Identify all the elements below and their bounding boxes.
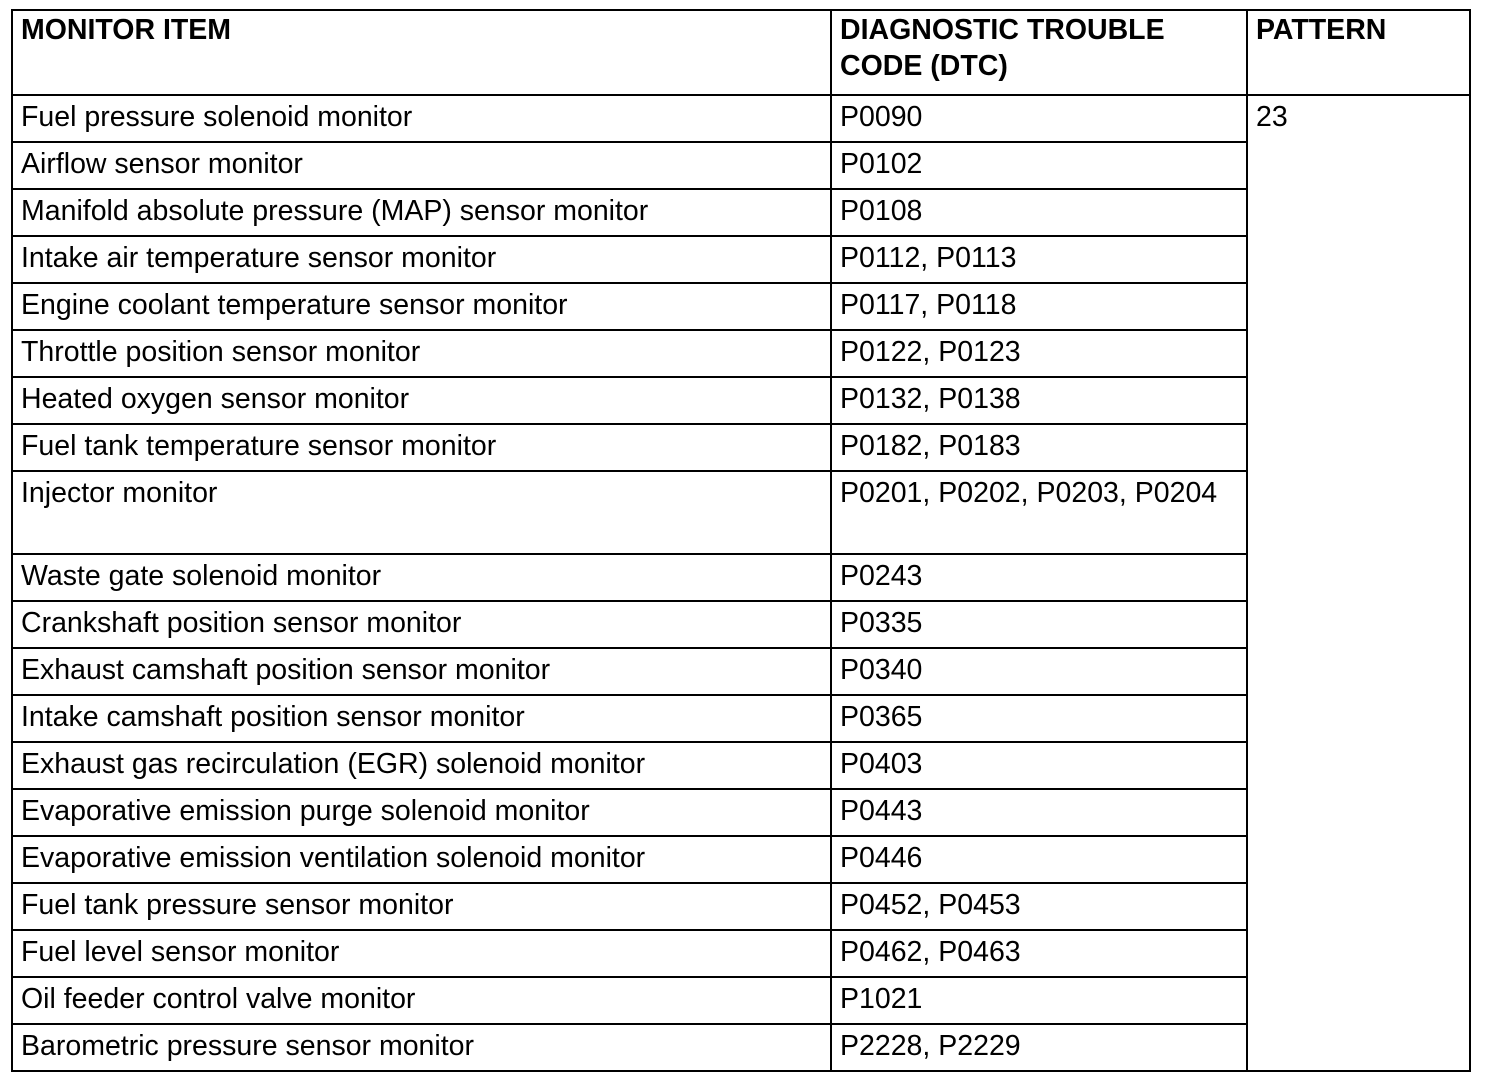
header-pattern: PATTERN: [1247, 10, 1470, 95]
pattern-cell: 23: [1247, 95, 1470, 1071]
dtc-cell: P0446: [831, 836, 1247, 883]
monitor-item-cell: Heated oxygen sensor monitor: [12, 377, 831, 424]
dtc-cell: P0201, P0202, P0203, P0204: [831, 471, 1247, 554]
monitor-item-cell: Intake camshaft position sensor monitor: [12, 695, 831, 742]
dtc-cell: P0117, P0118: [831, 283, 1247, 330]
dtc-cell: P0112, P0113: [831, 236, 1247, 283]
dtc-cell: P0452, P0453: [831, 883, 1247, 930]
monitor-item-cell: Exhaust camshaft position sensor monitor: [12, 648, 831, 695]
monitor-item-cell: Manifold absolute pressure (MAP) sensor monitor: [12, 189, 831, 236]
monitor-item-cell: Airflow sensor monitor: [12, 142, 831, 189]
dtc-cell: P0102: [831, 142, 1247, 189]
dtc-cell: P0108: [831, 189, 1247, 236]
dtc-cell: P0365: [831, 695, 1247, 742]
monitor-item-cell: Exhaust gas recirculation (EGR) solenoid monitor: [12, 742, 831, 789]
dtc-cell: P2228, P2229: [831, 1024, 1247, 1071]
monitor-item-cell: Fuel tank temperature sensor monitor: [12, 424, 831, 471]
monitor-item-cell: Evaporative emission ventilation solenoid monitor: [12, 836, 831, 883]
table-header-row: [12, 10, 1470, 95]
monitor-item-cell: Waste gate solenoid monitor: [12, 554, 831, 601]
dtc-cell: P0122, P0123: [831, 330, 1247, 377]
dtc-cell: P0443: [831, 789, 1247, 836]
dtc-cell: P0403: [831, 742, 1247, 789]
dtc-cell: P0090: [831, 95, 1247, 142]
monitor-item-cell: Oil feeder control valve monitor: [12, 977, 831, 1024]
monitor-item-cell: Intake air temperature sensor monitor: [12, 236, 831, 283]
monitor-item-cell: Evaporative emission purge solenoid monitor: [12, 789, 831, 836]
dtc-cell: P0335: [831, 601, 1247, 648]
dtc-cell: P0462, P0463: [831, 930, 1247, 977]
monitor-item-cell: Throttle position sensor monitor: [12, 330, 831, 377]
dtc-table: [11, 9, 1471, 1072]
monitor-item-cell: Fuel level sensor monitor: [12, 930, 831, 977]
dtc-cell: P0243: [831, 554, 1247, 601]
monitor-item-cell: Fuel tank pressure sensor monitor: [12, 883, 831, 930]
dtc-cell: P1021: [831, 977, 1247, 1024]
header-monitor-item: MONITOR ITEM: [12, 10, 831, 95]
dtc-cell: P0132, P0138: [831, 377, 1247, 424]
monitor-item-cell: Crankshaft position sensor monitor: [12, 601, 831, 648]
monitor-item-cell: Barometric pressure sensor monitor: [12, 1024, 831, 1071]
dtc-cell: P0182, P0183: [831, 424, 1247, 471]
monitor-item-cell: Fuel pressure solenoid monitor: [12, 95, 831, 142]
header-dtc: DIAGNOSTIC TROUBLE CODE (DTC): [831, 10, 1247, 95]
table-row: [12, 95, 1470, 142]
monitor-item-cell: Engine coolant temperature sensor monitor: [12, 283, 831, 330]
monitor-item-cell: Injector monitor: [12, 471, 831, 554]
dtc-cell: P0340: [831, 648, 1247, 695]
